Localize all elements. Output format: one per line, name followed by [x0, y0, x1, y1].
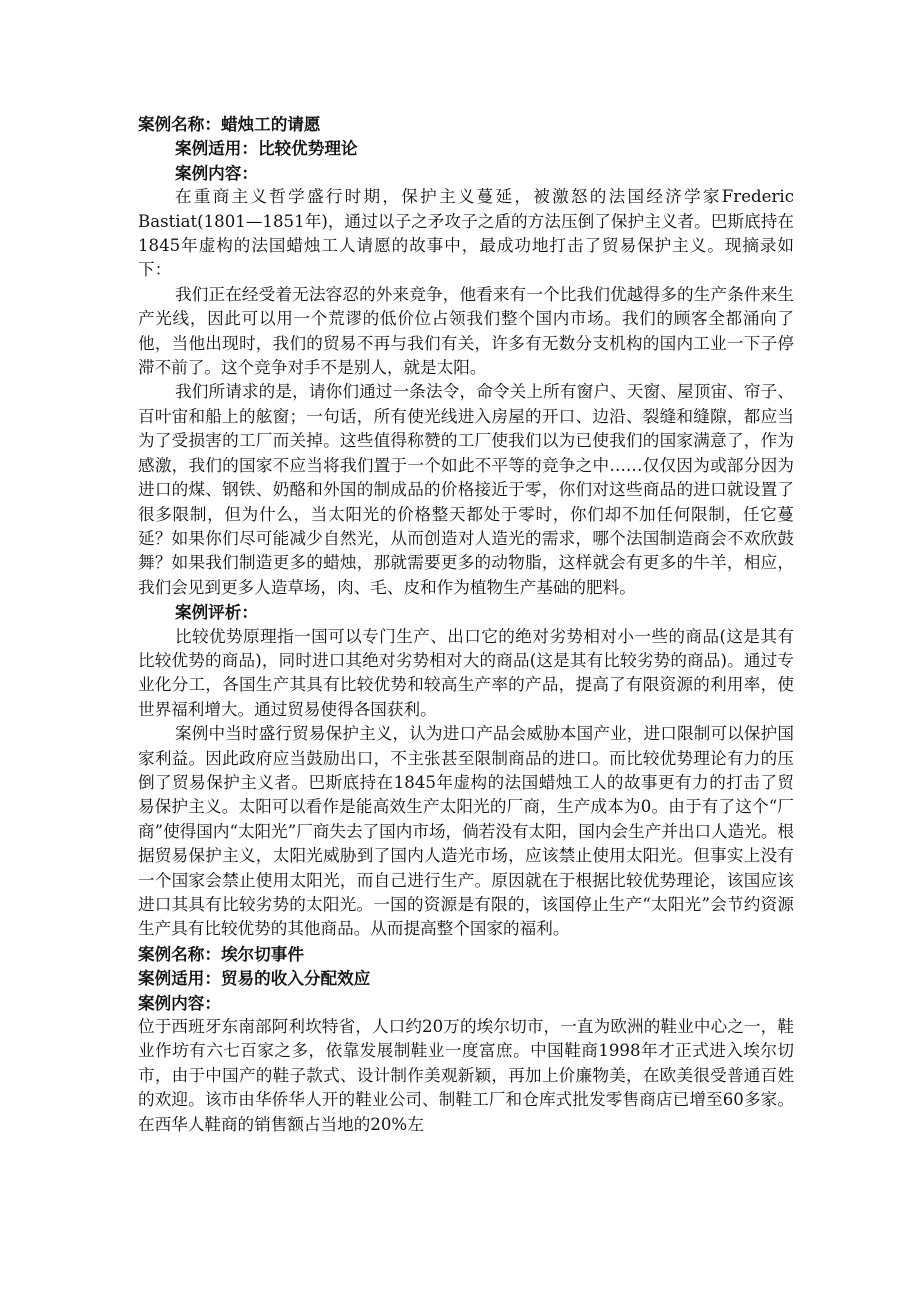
case1-name: 案例名称：蜡烛工的请愿 — [138, 114, 321, 134]
case1-content-paragraph-1: 在重商主义哲学盛行时期，保护主义蔓延，被激怒的法国经济学家Frederic Bastiat(1801—1851年)，通过以子之矛攻子之盾的方法压倒了保护主义者。巴斯底持在1845年虚构的法国蜡烛工人请愿的故事中，最成功地打击了贸易保护主义。现摘录如下： — [138, 187, 794, 280]
case1-applicable: 案例适用：比较优势理论 — [175, 138, 358, 159]
case1-analysis-paragraph-1: 比较优势原理指一国可以专门生产、出口它的绝对劣势相对小一些的商品(这是其有比较优势的商品)，同时进口其绝对劣势相对大的商品(这是其有比较劣势的商品)。通过专业化分工，各国生产其具有比较优势和较高生产率的产品，提高了有限资源的利用率，使世界福利增大。通过贸易使得各国获利。 — [138, 626, 794, 719]
case1-analysis-heading: 案例评析： — [175, 602, 258, 623]
case2-content-heading: 案例内容： — [138, 992, 221, 1013]
case2-content-paragraph: 位于西班牙东南部阿利坎特省，人口约20万的埃尔切市，一直为欧洲的鞋业中心之一，鞋业作坊有六七百家之多，依靠发展制鞋业一度富庶。中国鞋商1998年才正式进入埃尔切市，由于中国产的鞋子款式、设计制作美观新颖，再加上价廉物美，在欧美很受普通百姓的欢迎。该市由华侨华人开的鞋业公司、制鞋工厂和仓库式批发零售商店已增至60多家。在西华人鞋商的销售额占当地的20%左 — [138, 1017, 794, 1134]
document-page — [138, 112, 794, 1137]
case1-content-paragraph-3: 我们所请求的是，请你们通过一条法令，命令关上所有窗户、天窗、屋顶宙、帘子、百叶宙和船上的舷窗；一句话，所有使光线进入房屋的开口、边沿、裂缝和缝隙，都应当为了受损害的工厂而关掉。这些值得称赞的工厂使我们以为已使我们的国家满意了，作为感激，我们的国家不应当将我们置于一个如此不平等的竞争之中……仅仅因为或部分因为进口的煤、钢铁、奶酪和外国的制成品的价格接近于零，你们对这些商品的进口就设置了很多限制，但为什么，当太阳光的价格整天都处于零时，你们却不加任何限制，任它蔓延？如果你们尽可能减少自然光，从而创造对人造光的需求，哪个法国制造商会不欢欣鼓舞？如果我们制造更多的蜡烛，那就需要更多的动物脂，这样就会有更多的牛羊，相应，我们会见到更多人造草场，肉、毛、皮和作为植物生产基础的肥料。 — [138, 382, 794, 597]
case1-content-paragraph-2: 我们正在经受着无法容忍的外来竞争，他看来有一个比我们优越得多的生产条件来生产光线，因此可以用一个荒谬的低价位占领我们整个国内市场。我们的顾客全都涌向了他，当他出现时，我们的贸易不再与我们有关，许多有无数分支机构的国内工业一下子停滞不前了。这个竞争对手不是别人，就是太阳。 — [138, 284, 794, 378]
case1-content-heading: 案例内容： — [175, 162, 258, 183]
case1-analysis-paragraph-2: 案例中当时盛行贸易保护主义，认为进口产品会威胁本国产业，进口限制可以保护国家利益。因此政府应当鼓励出口，不主张甚至限制商品的进口。而比较优势理论有力的压倒了贸易保护主义者。巴斯底持在1845年虚构的法国蜡烛工人的故事更有力的打击了贸易保护主义。太阳可以看作是能高效生产太阳光的厂商，生产成本为0。由于有了这个“厂商”使得国内“太阳光”厂商失去了国内市场，倘若没有太阳，国内会生产并出口人造光。根据贸易保护主义，太阳光威胁到了国内人造光市场，应该禁止使用太阳光。但事实上没有一个国家会禁止使用太阳光，而自己进行生产。原因就在于根据比较优势理论，该国应该进口其具有比较劣势的太阳光。一国的资源是有限的，该国停止生产“太阳光”会节约资源生产具有比较优势的其他商品。从而提高整个国家的福利。 — [138, 724, 795, 939]
case2-applicable: 案例适用：贸易的收入分配效应 — [138, 968, 371, 989]
case2-name: 案例名称：埃尔切事件 — [138, 943, 304, 964]
